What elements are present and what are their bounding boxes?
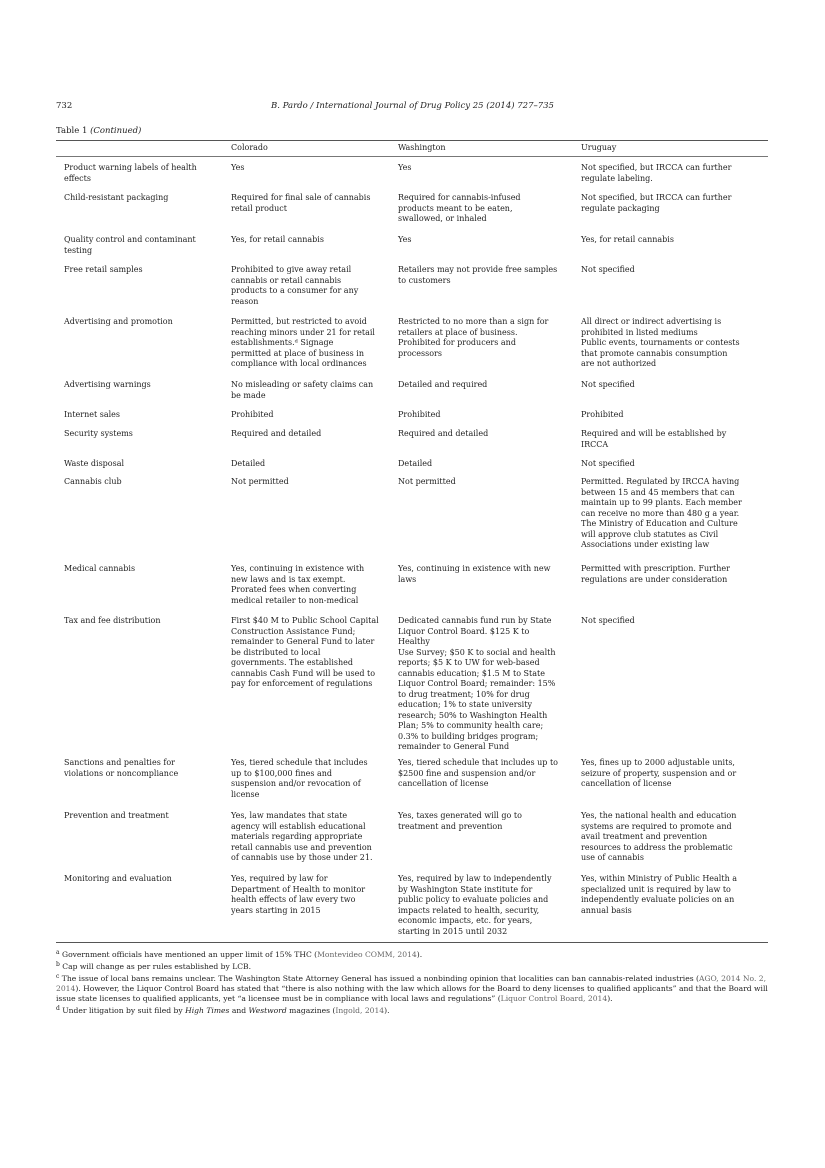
table-row <box>0 235 825 265</box>
footnote-text: ). <box>416 950 423 959</box>
citation-link[interactable]: Liquor Control Board, 2014 <box>500 994 608 1003</box>
table-row <box>0 265 825 317</box>
cell-uruguay: Prohibited <box>581 410 624 419</box>
row-label: Internet sales <box>64 410 121 419</box>
cell-washington: Required and detailed <box>398 429 489 438</box>
running-head: B. Pardo / International Journal of Drug Policy 25 (2014) 727–735 <box>271 101 554 111</box>
cell-colorado: First $40 M to Public School Capital Construction Assistance Fund; remainder to General Fund to later be distributed to local governments. The established cannabis Cash Fund will be used to pay for enforcement of regulations <box>231 616 379 688</box>
table-row <box>0 317 825 380</box>
cell-colorado: Yes, law mandates that state agency will establish educational materials regarding appropriate retail cannabis use and prevention of cannabis use by those under 21. <box>231 811 373 862</box>
cell-colorado: Yes, for retail cannabis <box>231 235 324 244</box>
cell-uruguay: Required and will be established by IRCCA <box>581 429 727 449</box>
cell-washington: Yes, required by law to independently by Washington State institute for public policy to evaluate policies and impacts related to health, security, economic impacts, etc. for years, starting in 2015 until 2032 <box>398 874 552 936</box>
cell-colorado: Permitted, but restricted to avoid reaching minors under 21 for retail establishments.ᵈ Signage permitted at place of business in compliance with local ordinances <box>231 317 375 368</box>
cell-uruguay: Not specified <box>581 380 635 389</box>
row-label: Advertising and promotion <box>64 317 173 326</box>
table-row <box>0 429 825 459</box>
footnote-a <box>56 948 768 960</box>
cell-uruguay: Not specified, but IRCCA can further regulate labeling. <box>581 163 732 183</box>
footnote-c <box>56 972 768 1004</box>
cell-colorado: Not permitted <box>231 477 289 486</box>
cell-colorado: Detailed <box>231 459 266 468</box>
cell-washington: Yes, tiered schedule that includes up to $2500 fine and suspension and/or cancellation of license <box>398 758 558 788</box>
table-caption-label: Table 1 <box>56 126 88 136</box>
cell-washington: Retailers may not provide free samples to customers <box>398 265 558 285</box>
magazine-title: Westword <box>248 1006 287 1015</box>
cell-colorado: Yes, tiered schedule that includes up to $100,000 fines and suspension and/or revocation of license <box>231 758 368 799</box>
footnote-marker: d <box>56 1005 60 1012</box>
row-label: Monitoring and evaluation <box>64 874 172 883</box>
cell-uruguay: All direct or indirect advertising is prohibited in listed mediums Public events, tournaments or contests that promote cannabis consumption are not authorized <box>581 317 740 368</box>
footnote-text: The issue of local bans remains unclear. The Washington State Attorney General has issued a nonbinding opinion that localities can ban cannabis-related industries ( <box>61 974 699 983</box>
row-label: Child-resistant packaging <box>64 193 169 202</box>
footnotes <box>56 948 768 1016</box>
cell-uruguay: Yes, for retail cannabis <box>581 235 674 244</box>
table-row <box>0 163 825 193</box>
row-label: Tax and fee distribution <box>64 616 161 625</box>
footnote-text: ). <box>384 1006 390 1015</box>
column-header-uruguay: Uruguay <box>581 143 617 152</box>
cell-uruguay: Yes, fines up to 2000 adjustable units, seizure of property, suspension and or cancellation of license <box>581 758 737 788</box>
footnote-text: magazines ( <box>286 1006 336 1015</box>
cell-washington: Required for cannabis-infused products meant to be eaten, swallowed, or inhaled <box>398 193 521 223</box>
row-label: Medical cannabis <box>64 564 136 573</box>
footnote-marker: c <box>56 973 60 980</box>
cell-uruguay: Not specified <box>581 265 635 274</box>
cell-colorado: Yes, required by law for Department of Health to monitor health effects of law every two years starting in 2015 <box>231 874 366 915</box>
footnote-d <box>56 1004 768 1016</box>
table-row <box>0 410 825 429</box>
row-label: Free retail samples <box>64 265 143 274</box>
footnote-text: Government officials have mentioned an upper limit of 15% THC ( <box>62 950 318 959</box>
citation-link[interactable]: AGO, 2014 No. 2, 2014 <box>56 974 767 993</box>
row-label: Product warning labels of health effects <box>64 163 197 183</box>
footnote-text: and <box>229 1006 249 1015</box>
table-row <box>0 758 825 811</box>
table-row <box>0 616 825 758</box>
cell-colorado: Required for final sale of cannabis retail product <box>231 193 371 213</box>
cell-uruguay: Yes, within Ministry of Public Health a specialized unit is required by law to independently evaluate policies on an annual basis <box>581 874 738 915</box>
row-label: Quality control and contaminant testing <box>64 235 196 255</box>
cell-colorado: Prohibited to give away retail cannabis or retail cannabis products to a consumer for any reason <box>231 265 359 306</box>
cell-colorado: Required and detailed <box>231 429 322 438</box>
table-body <box>0 163 825 944</box>
cell-uruguay: Not specified <box>581 459 635 468</box>
citation-link[interactable]: Montevideo COMM, 2014 <box>317 950 417 959</box>
row-label: Advertising warnings <box>64 380 151 389</box>
table-caption <box>56 126 141 136</box>
row-label: Cannabis club <box>64 477 122 486</box>
table-row <box>0 477 825 564</box>
footnote-marker: b <box>56 961 60 968</box>
table-top-rule <box>56 140 768 141</box>
cell-uruguay: Not specified, but IRCCA can further regulate packaging <box>581 193 732 213</box>
cell-washington: Yes, continuing in existence with new laws <box>398 564 551 584</box>
cell-colorado: Prohibited <box>231 410 274 419</box>
page-number: 732 <box>56 101 73 111</box>
cell-uruguay: Permitted. Regulated by IRCCA having between 15 and 45 members that can maintain up to 99 plants. Each member can receive no more than 480 g a year. The Ministry of Education and Culture will approve club statutes as Civil Associations under existing law <box>581 477 742 549</box>
footnote-text: ). However, the Liquor Control Board has stated that “there is also nothing with the law which allows for the Board to deny licenses to qualified applicants” and that the Board will issue state licenses to qualified applicants, yet “a licensee must be in compliance with local laws and regulations” ( <box>56 984 768 1003</box>
footnote-b <box>56 960 768 972</box>
table-row <box>0 811 825 874</box>
table-row <box>0 564 825 616</box>
table-header-rule <box>56 156 768 157</box>
cell-uruguay: Permitted with prescription. Further regulations are under consideration <box>581 564 730 584</box>
cell-colorado: Yes, continuing in existence with new laws and is tax exempt. Prorated fees when converting medical retailer to non-medical <box>231 564 365 605</box>
cell-washington: Restricted to no more than a sign for retailers at place of business. Prohibited for producers and processors <box>398 317 549 358</box>
row-label: Security systems <box>64 429 133 438</box>
footnote-marker: a <box>56 949 60 956</box>
cell-washington: Not permitted <box>398 477 456 486</box>
table-row <box>0 874 825 944</box>
cell-washington: Dedicated cannabis fund run by State Liquor Control Board. $125 K to Healthy Use Survey; $50 K to social and health reports; $5 K to UW for web-based cannabis education; $1.5 M to State Liquor Control Board; remainder: 15% to drug treatment; 10% for drug education; 1% to state university research; 50% to Washington Health Plan; 5% to community health care; 0.3% to building bridges program; remainder to General Fund <box>398 616 556 751</box>
table-caption-continued: (Continued) <box>90 126 142 136</box>
citation-link[interactable]: Ingold, 2014 <box>335 1006 385 1015</box>
row-label: Prevention and treatment <box>64 811 169 820</box>
table-row <box>0 193 825 235</box>
column-header-colorado: Colorado <box>231 143 268 152</box>
cell-washington: Prohibited <box>398 410 441 419</box>
cell-uruguay: Yes, the national health and education systems are required to promote and avail treatment and prevention resources to address the problematic use of cannabis <box>581 811 737 862</box>
cell-uruguay: Not specified <box>581 616 635 625</box>
row-label: Sanctions and penalties for violations or noncompliance <box>64 758 179 778</box>
table-row <box>0 459 825 477</box>
cell-washington: Yes <box>398 235 412 244</box>
footnote-text: ). <box>607 994 613 1003</box>
cell-washington: Yes <box>398 163 412 172</box>
cell-colorado: No misleading or safety claims can be made <box>231 380 374 400</box>
table-row <box>0 380 825 410</box>
footnote-text: Under litigation by suit filed by <box>62 1006 186 1015</box>
cell-washington: Detailed <box>398 459 433 468</box>
table-bottom-rule <box>56 942 768 943</box>
footnote-text: Cap will change as per rules established by LCB. <box>62 962 252 971</box>
cell-colorado: Yes <box>231 163 245 172</box>
cell-washington: Yes, taxes generated will go to treatment and prevention <box>398 811 522 831</box>
cell-washington: Detailed and required <box>398 380 488 389</box>
magazine-title: High Times <box>185 1006 230 1015</box>
column-header-washington: Washington <box>398 143 446 152</box>
row-label: Waste disposal <box>64 459 125 468</box>
